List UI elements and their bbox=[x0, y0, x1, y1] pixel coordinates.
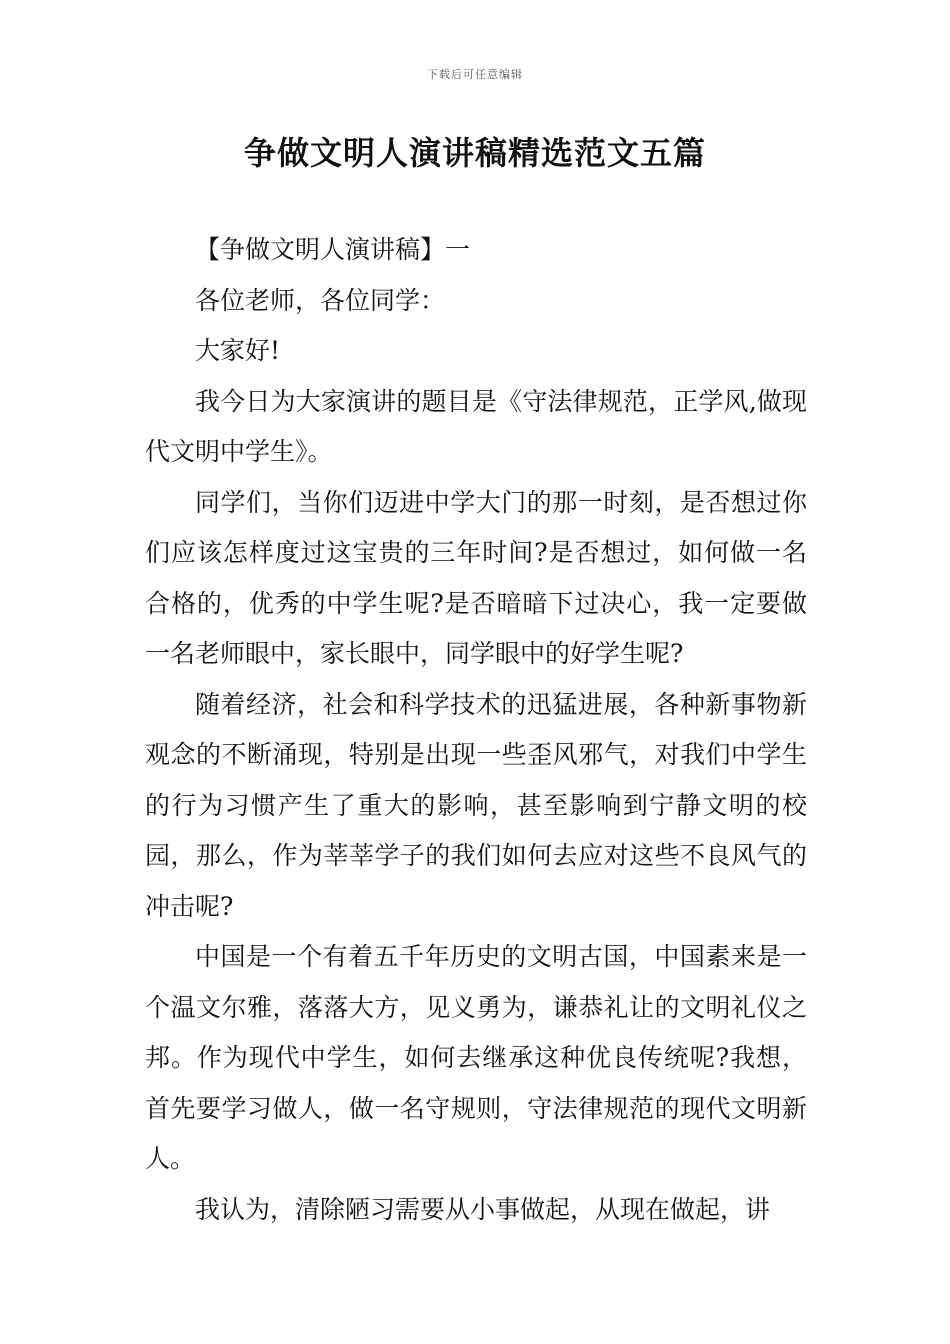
greeting: 大家好! bbox=[195, 336, 281, 365]
section-heading: 【争做文明人演讲稿】一 bbox=[195, 235, 471, 264]
salutation: 各位老师，各位同学： bbox=[195, 285, 446, 315]
paragraph: 中国是一个有着五千年历史的文明古国，中国素来是一个温文尔雅，落落大方，见义勇为，谦恭礼让的文明礼仪之邦。作为现代中学生，如何去继承这种优良传统呢?我想，首先要学习做人，做一名守规则，守法律规范的现代文明新人。 bbox=[145, 942, 807, 1173]
paragraph: 同学们，当你们迈进中学大门的那一时刻，是否想过你们应该怎样度过这宝贵的三年时间?是否想过，如何做一名合格的，优秀的中学生呢?是否暗暗下过决心，我一定要做一名老师眼中，家长眼中，同学眼中的好学生呢? bbox=[145, 487, 807, 668]
paragraph: 我今日为大家演讲的题目是《守法律规范，正学风,做现代文明中学生》。 bbox=[145, 386, 807, 466]
paragraph: 我认为，清除陋习需要从小事做起，从现在做起，讲 bbox=[195, 1194, 771, 1224]
document-body bbox=[145, 225, 807, 1235]
document-title: 争做文明人演讲稿精选范文五篇 bbox=[243, 134, 706, 172]
header-note: 下载后可任意编辑 bbox=[427, 68, 523, 81]
paragraph: 随着经济，社会和科学技术的迅猛进展，各种新事物新观念的不断涌现，特别是出现一些歪风邪气，对我们中学生的行为习惯产生了重大的影响，甚至影响到宁静文明的校园，那么，作为莘莘学子的我们如何去应对这些不良风气的冲击呢? bbox=[145, 689, 807, 921]
